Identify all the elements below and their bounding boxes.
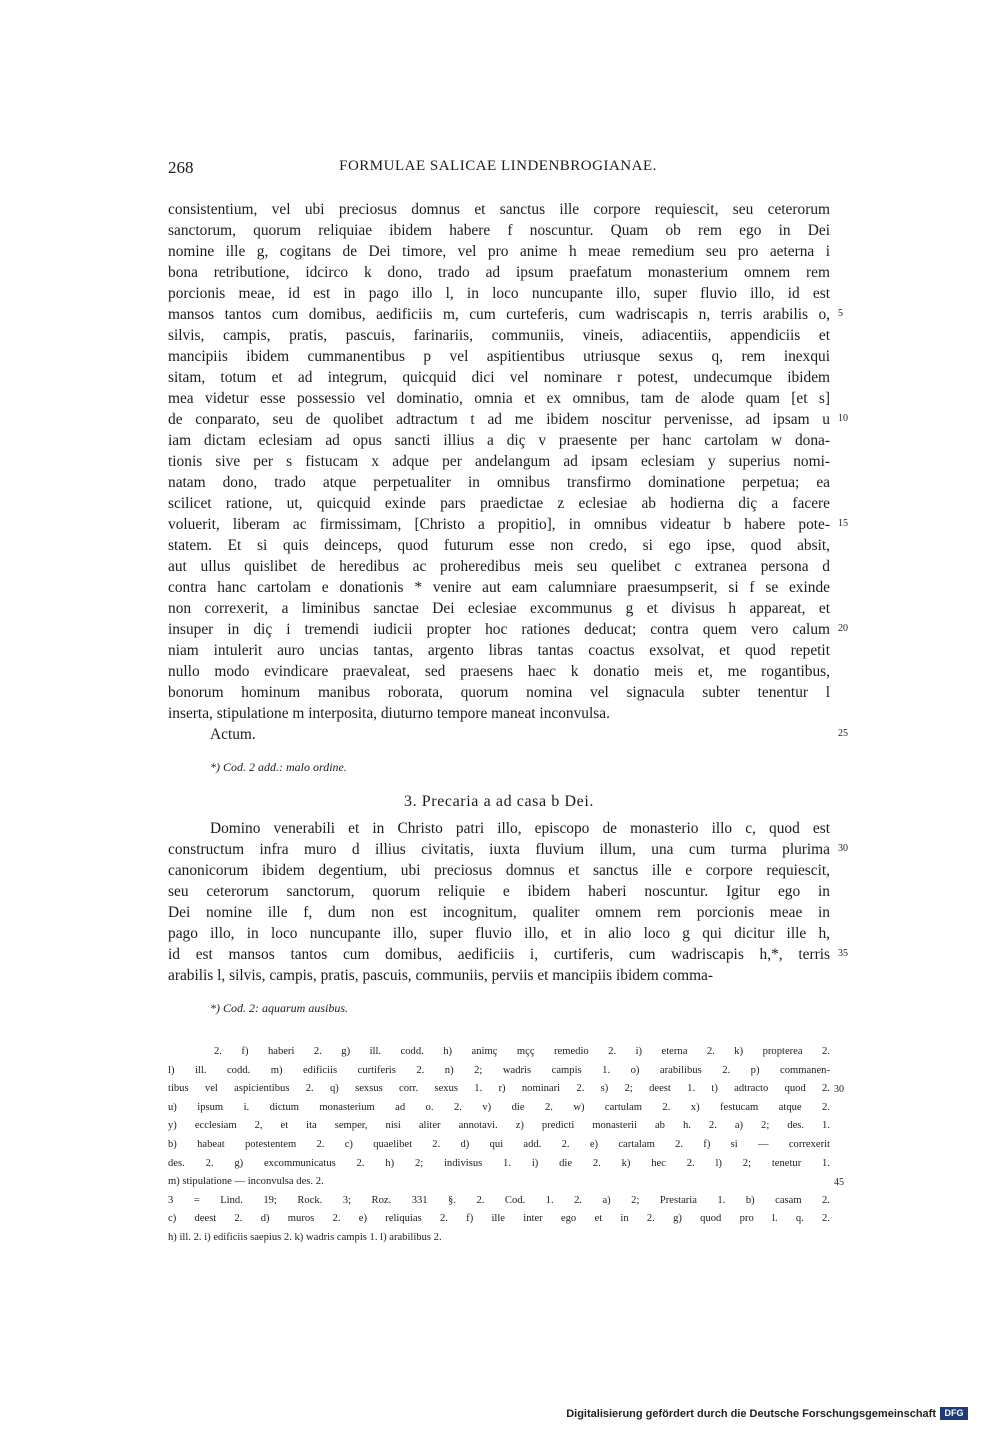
line-number: 30 (838, 843, 848, 854)
text-line: id est mansos tantos cum domibus, aedificiis i, curtiferis, cum wadriscapis h,*, terris (168, 946, 830, 963)
text-line: mansos tantos cum domibus, aedificiis m, cum curteferis, cum wadriscapis n, terris arabilis o, (168, 306, 830, 323)
critical-apparatus (168, 1043, 844, 1248)
text-line: niam intulerit auro uncias tantas, argento libras tantas coactus exsolvat, et quod repetit (168, 642, 830, 659)
text-line: pago illo, in loco nuncupante illo, super fluvio illo, et in alio loco g qui dicitur ille h, (168, 925, 830, 942)
text-line: silvis, campis, pratis, pascuis, farinariis, communiis, vineis, adiacentiis, appendiciis et (168, 327, 830, 344)
running-title: FORMULAE SALICAE LINDENBROGIANAE. (339, 158, 657, 174)
apparatus-line: des. 2. g) excommunicatus 2. h) 2; indivisus 1. i) die 2. k) hec 2. l) 2; tenetur 1. (168, 1157, 830, 1169)
footnote-star-2: *) Cod. 2: aquarum ausibus. (210, 1001, 349, 1015)
text-line: statem. Et si quis deinceps, quod futurum esse non credo, si ego ipse, quod absit, (168, 537, 830, 554)
text-line: inserta, stipulatione m interposita, diuturno tempore maneat inconvulsa. (168, 705, 610, 722)
apparatus-line: y) ecclesiam 2, et ita semper, nisi aliter annotavi. z) predicti monasterii ab h. 2. a) 2; des. 1. (168, 1120, 830, 1132)
apparatus-line: l) ill. codd. m) edificiis curtiferis 2. n) 2; wadris campis 1. o) arabilibus 2. p) commanen- (168, 1064, 830, 1076)
line-number: 30 (834, 1084, 844, 1096)
text-line: seu ceterorum sanctorum, quorum reliquie e ibidem haberi noscuntur. Igitur ego in (168, 883, 830, 900)
line-number: 20 (838, 623, 848, 634)
text-line: scilicet ratione, ut, quicquid exinde pars praedictae z eclesiae ab hodierna diç a facere (168, 495, 830, 512)
text-line: nullo modo evindicare praevaleat, sed praesens haec k donatio meis et, me rogantibus, (168, 663, 830, 680)
line-number: 5 (838, 308, 843, 319)
line-number: 45 (834, 1177, 844, 1189)
text-line: constructum infra muro d illius civitatis, iuxta fluvium illum, una cum turma plurima (168, 841, 830, 858)
text-line: canonicorum ibidem degentium, ubi preciosus domnus et sanctus ille e corpore requiescit, (168, 862, 830, 879)
text-line: mancipiis ibidem cummanentibus p vel aspitientibus utriusque sexus q, rem inexqui (168, 348, 830, 365)
page-number: 268 (168, 158, 194, 177)
text-line: contra hanc cartolam e donationis * venire aut eam calumniare praesumpserit, si f se exinde (168, 579, 830, 596)
text-line: bona retributione, idcirco k dono, trado ad ipsum praefatum monasterium omnem rem (168, 264, 830, 281)
text-line: porcionis meae, id est in pago illo l, in loco nuncupante illo, super fluvio illo, id est (168, 285, 830, 302)
apparatus-line: m) stipulatione — inconvulsa des. 2. (168, 1176, 324, 1188)
text-line: bonorum hominum manibus roborata, quorum nomina vel signacula subter tenentur l (168, 684, 830, 701)
text-line: voluerit, liberam ac firmissimam, [Christo a propitio], in omnibus videatur b habere pote- (168, 516, 830, 533)
text-line: sanctorum, quorum reliquiae ibidem habere f noscuntur. Quam ob rem ego in Dei (168, 222, 830, 239)
line-number: 35 (838, 948, 848, 959)
apparatus-line: c) deest 2. d) muros 2. e) reliquias 2. f) ille inter ego et in 2. g) quod pro l. q. 2. (168, 1213, 830, 1225)
section-heading: 3. Precaria a ad casa b Dei. (403, 793, 595, 810)
page-header (168, 158, 828, 182)
footnote-star-1: *) Cod. 2 add.: malo ordine. (210, 760, 347, 774)
text-line: iam dictam eclesiam ad opus sancti illius a diç v praesente per hanc cartolam w dona- (168, 432, 830, 449)
text-line: natam dono, trado atque perpetualiter in omnibus transfirmo dominatione perpetua; ea (168, 474, 830, 491)
funding-credit: Digitalisierung gefördert durch die Deutsche Forschungsgemeinschaft (566, 1407, 936, 1420)
text-line: tionis sive per s fistucam x adque per andelangum ad ipsam eclesiam y superius nomi- (168, 453, 830, 470)
apparatus-line: 2. f) haberi 2. g) ill. codd. h) animç mçç remedio 2. i) eterna 2. k) propterea 2. (214, 1046, 830, 1057)
text-line: Domino venerabili et in Christo patri illo, episcopo de monasterio illo c, quod est (210, 820, 830, 837)
section-text-block (168, 818, 848, 986)
line-number: 15 (838, 518, 848, 529)
apparatus-line: tibus vel aspicientibus 2. q) sexsus corr. sexus 1. r) nominari 2. s) 2; deest 1. t) adtracto quod 2. (168, 1083, 830, 1095)
text-line: consistentium, vel ubi preciosus domnus et sanctus ille corpore requiescit, seu ceterorum (168, 201, 830, 218)
text-line: Dei nomine ille f, dum non est incognitum, qualiter omnem rem porcionis meae in (168, 904, 830, 921)
text-line: aut ullus quislibet de heredibus ac proheredibus meis seu quelibet c extranea persona d (168, 558, 830, 575)
text-line: insuper in diç i tremendi iudicii propter hoc rationes deducat; contra quem vero calum (168, 621, 830, 638)
text-line: non correxerit, a liminibus sanctae Dei eclesiae excommunus g et divisus h appareat, et (168, 600, 830, 617)
apparatus-line: h) ill. 2. i) edificiis saepius 2. k) wadris campis 1. l) arabilibus 2. (168, 1231, 442, 1243)
footer-credit (566, 1407, 968, 1420)
text-line: sitam, totum et ad integrum, quicquid dici vel nominare r potest, undecumque ibidem (168, 369, 830, 386)
apparatus-line: b) habeat potestentem 2. c) quaelibet 2. d) qui add. 2. e) cartalam 2. f) si — correxerit (168, 1138, 830, 1150)
apparatus-line: 3 = Lind. 19; Rock. 3; Roz. 331 §. 2. Cod. 1. 2. a) 2; Prestaria 1. b) casam 2. (168, 1194, 830, 1206)
text-line: arabilis l, silvis, campis, pratis, pascuis, communiis, perviis et mancipiis ibidem comma- (168, 967, 713, 984)
dfg-logo: DFG (940, 1407, 968, 1420)
line-number: 10 (838, 413, 848, 424)
text-line: mea videtur esse possessio vel dominatio, omnia et ex omnibus, tam de alode quam [et s] (168, 390, 830, 407)
text-line: nomine ille g, cogitans de Dei timore, vel pro anime h meae remedium seu pro aeterna i (168, 243, 830, 260)
text-line: de conparato, seu de quolibet adtractum t ad me ibidem noscitur pervenisse, ad ipsam u (168, 411, 830, 428)
apparatus-line: u) ipsum i. dictum monasterium ad o. 2. v) die 2. w) cartulam 2. x) festucam atque 2. (168, 1101, 830, 1113)
line-number: 25 (838, 728, 848, 739)
main-text-block (168, 199, 848, 745)
text-line: Actum. (210, 726, 256, 743)
